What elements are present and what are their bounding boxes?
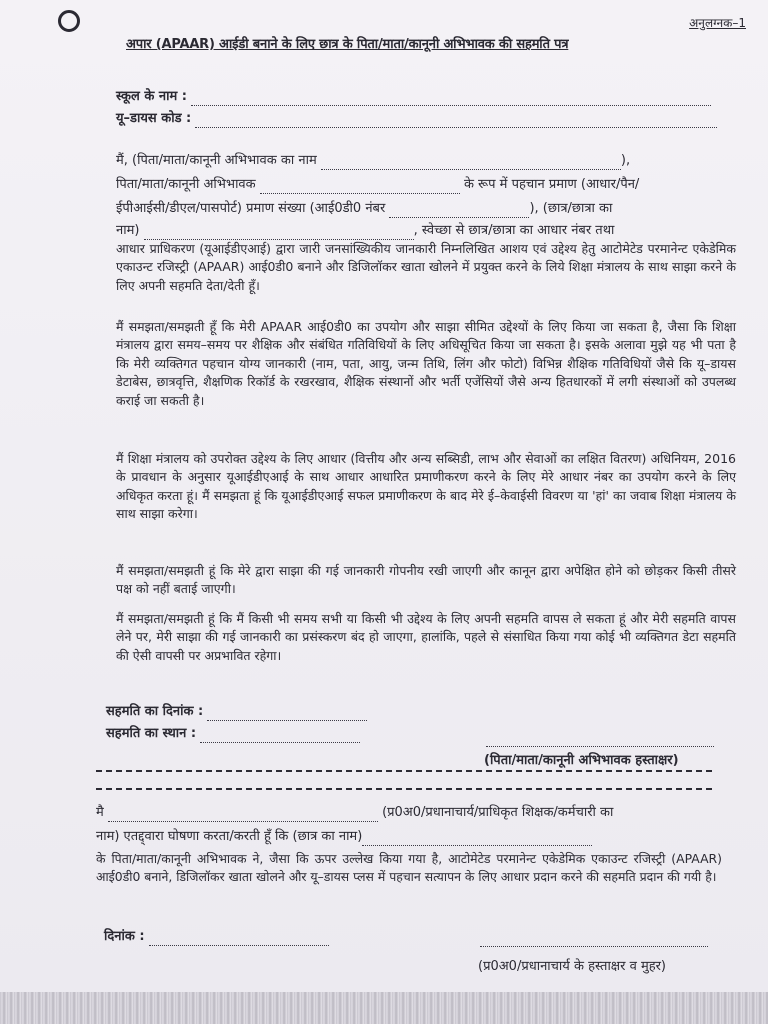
student-name-prefix: ), (छात्र/छात्रा का xyxy=(529,201,613,216)
declaration-row-1 xyxy=(96,804,613,822)
declaration-date-row xyxy=(104,928,329,946)
consent-date-label: सहमति का दिनांक : xyxy=(106,704,204,719)
udise-code-row xyxy=(116,110,717,128)
consent-paragraph-2: मैं समझता/समझती हूँ कि मेरी APAAR आई0डी0 का उपयोग और साझा सीमित उद्देश्यों के लिए किया जा सकता है, जैसा कि शिक्षा मंत्रालय द्वारा समय–समय पर शैक्षिक और संबंधित गतिविधियों के लिए अधिसूचित किया जा सकता है। इसके अलावा मुझे यह भी पता है कि मेरी व्यक्तिगत पहचान योग्य जानकारी (नाम, पता, आयु, जन्म तिथि, लिंग और फोटो) विभिन्न शैक्षिक गतिविधियों जैसे कि यू–डायस डेटाबेस, छात्रवृत्ति, शैक्षणिक रिकॉर्ड के रखरखाव, शैक्षिक संस्थानों और भर्ती एजेंसियों जैसे अन्य हितधारकों में लगी संस्थाओं को उपलब्ध कराई जा सकती है। xyxy=(116,319,736,408)
principal-signature-caption: (प्र0अ0/प्रधानाचार्य के हस्ताक्षर व मुहर) xyxy=(478,959,667,974)
consent-paragraph-4: मैं समझता/समझती हूं कि मेरे द्वारा साझा की गई जानकारी गोपनीय रखी जाएगी और कानून द्वारा अपेक्षित होने को छोड़कर किसी तीसरे पक्ष को नहीं बताई जाएगी। xyxy=(116,563,736,597)
declaration-student-label: नाम) एतद्द्वारा घोषणा करता/करती हूँ कि (छात्र का नाम) xyxy=(96,829,363,844)
guardian-signature-line xyxy=(486,745,714,747)
principal-designation-text: (प्र0अ0/प्रधानाचार्य/प्राधिकृत शिक्षक/कर्मचारी का xyxy=(382,805,614,820)
school-name-row xyxy=(116,88,711,106)
udise-code-blank xyxy=(195,114,717,128)
declaration-paragraph: के पिता/माता/कानूनी अभिभावक ने, जैसा कि ऊपर उल्लेख किया गया है, आटोमेटेड परमानेन्ट एकेडेमिक एकाउन्ट रजिस्ट्री (APAAR) आई0डी0 बनाने, डिजिलॉकर खाता खोलने और यू–डायस प्लस में पहचान सत्यापन के लिए आधार प्रदान करने की सहमति प्रदान की गयी है। xyxy=(96,851,722,885)
guardian-name-blank xyxy=(321,156,621,170)
consent-paragraph-3: मैं शिक्षा मंत्रालय को उपरोक्त उद्देश्य के लिए आधार (वित्तीय और अन्य सब्सिडी, लाभ और सेवाओं का लक्षित वितरण) अधिनियम, 2016 के प्रावधान के अनुसार यूआईडीएआई के साथ आधार आधारित प्रमाणीकरण करने के लिए मेरे आधार नंबर का उपयोग करने के लिए अधिकृत करता हूं। मैं समझता हूं कि यूआईडीएआई सफल प्रमाणीकरण के बाद मेरे ई–केवाईसी विवरण या 'हां' का जवाब शिक्षा मंत्रालय के साथ साझा करेगा। xyxy=(116,451,736,522)
circle-mark xyxy=(58,10,80,32)
consent-place-label: सहमति का स्थान : xyxy=(106,726,197,741)
student-name-label: नाम) xyxy=(116,223,140,238)
form-title: अपार (APAAR) आईडी बनाने के लिए छात्र के पिता/माता/कानूनी अभिभावक की सहमति पत्र xyxy=(126,37,569,52)
guardian-signature-caption: (पिता/माता/कानूनी अभिभावक हस्ताक्षर) xyxy=(484,753,679,768)
student-name-row xyxy=(116,222,614,240)
school-name-blank xyxy=(191,92,711,106)
consent-paragraph-1: आधार प्राधिकरण (यूआईडीएआई) द्वारा जारी जनसांख्यिकीय जानकारी निम्नलिखित आशय एवं उद्देश्य हेतु आटोमेटेड परमानेन्ट एकेडेमिक एकाउन्ट रजिस्ट्री (APAAR) आई0डी0 बनाने और डिजिलॉकर खाता खोलने में प्रयुक्त करने के लिये शिक्षा मंत्रालय के साथ साझा करने के लिए अपनी सहमति देता/देती हूँ। xyxy=(116,241,736,293)
declaration-i-label: मै xyxy=(96,805,104,820)
udise-code-label: यू–डायस कोड : xyxy=(116,111,192,126)
consent-paragraph-5: मैं समझता/समझती हूं कि मैं किसी भी समय सभी या किसी भी उद्देश्य के लिए अपनी सहमति वापस ले सकता हूं और मेरी सहमति वापस लेने पर, मेरी साझा की गई जानकारी का प्रसंस्करण बंद हो जाएगा, हालांकि, पहले से संसाधित किया गया कोई भी व्यक्तिगत डेटा सहमति की ऐसी वापसी पर अप्रभावित रहेगा। xyxy=(116,611,736,663)
guardian-relation-label: पिता/माता/कानूनी अभिभावक xyxy=(116,177,256,192)
guardian-name-close: ), xyxy=(620,153,631,168)
consent-place-blank xyxy=(200,729,360,743)
voluntary-text: , स्वेच्छा से छात्र/छात्रा का आधार नंबर तथा xyxy=(413,223,615,238)
guardian-name-row xyxy=(116,152,630,170)
identity-row xyxy=(116,176,639,194)
guardian-relation-blank xyxy=(260,180,460,194)
separator-line-1 xyxy=(96,770,712,772)
id-number-row xyxy=(116,200,612,218)
id-number-label: ईपीआईसी/डीएल/पासपोर्ट) प्रमाण संख्या (आई0डी0 नंबर xyxy=(116,201,386,216)
scan-edge xyxy=(0,992,768,1024)
school-name-label: स्कूल के नाम : xyxy=(116,89,187,104)
declaration-student-blank xyxy=(362,832,592,846)
declaration-date-label: दिनांक : xyxy=(104,929,145,944)
declaration-date-blank xyxy=(149,932,329,946)
consent-place-row xyxy=(106,725,360,743)
id-number-blank xyxy=(389,204,529,218)
consent-date-row xyxy=(106,703,367,721)
student-name-blank xyxy=(144,226,414,240)
separator-line-2 xyxy=(96,788,712,790)
consent-date-blank xyxy=(207,707,367,721)
declaration-row-2 xyxy=(96,828,592,846)
principal-signature-line xyxy=(480,945,708,947)
guardian-name-label: मैं, (पिता/माता/कानूनी अभिभावक का नाम xyxy=(116,153,317,168)
identity-proof-label: के रूप में पहचान प्रमाण (आधार/पैन/ xyxy=(463,177,640,192)
principal-name-blank xyxy=(108,808,378,822)
annexure-label: अनुलग्नक–1 xyxy=(689,16,746,30)
